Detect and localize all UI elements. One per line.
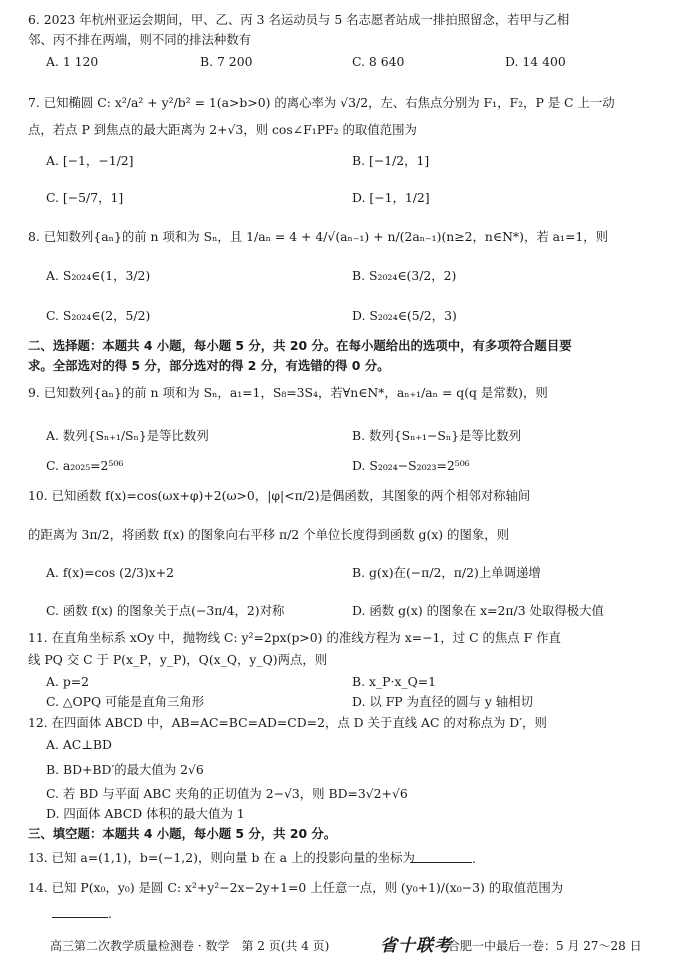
- question-line-q11-l2: 线 PQ 交 C 于 P(x_P，y_P)，Q(x_Q，y_Q)两点，则: [28, 652, 328, 667]
- question-line-q9-l1: 9. 已知数列{aₙ}的前 n 项和为 Sₙ，a₁=1，S₈=3S₄，若∀n∈N*，aₙ₊₁/aₙ = q(q 是常数)，则: [28, 385, 548, 400]
- option-q6-b[interactable]: B. 7 200: [200, 54, 253, 69]
- option-q11-c[interactable]: C. △OPQ 可能是直角三角形: [46, 694, 205, 709]
- option-q7-d[interactable]: D. [−1，1/2]: [352, 190, 430, 205]
- section-heading-sec3: 三、填空题：本题共 4 小题，每小题 5 分，共 20 分。: [28, 826, 337, 841]
- section-heading-sec2-l1: 二、选择题：本题共 4 小题，每小题 5 分，共 20 分。在每小题给出的选项中，有多项符合题目要: [28, 338, 572, 353]
- option-q7-b[interactable]: B. [−1/2，1]: [352, 153, 430, 168]
- question-line-q10-l1: 10. 已知函数 f(x)=cos(ωx+φ)+2(ω>0，|φ|<π/2)是偶函数，其图象的两个相邻对称轴间: [28, 488, 531, 503]
- question-line-q7-l1: 7. 已知椭圆 C: x²/a² + y²/b² = 1(a>b>0) 的离心率为 √3/2，左、右焦点分别为 F₁，F₂，P 是 C 上一动: [28, 95, 615, 110]
- section-heading-sec2-l2: 求。全部选对的得 5 分，部分选对的得 2 分，有选错的得 0 分。: [28, 358, 390, 373]
- question-line-q10-l2: 的距离为 3π/2，将函数 f(x) 的图象向右平移 π/2 个单位长度得到函数 g(x) 的图象，则: [28, 527, 510, 542]
- option-q12-b[interactable]: B. BD+BD′的最大值为 2√6: [46, 762, 204, 777]
- option-q12-a[interactable]: A. AC⊥BD: [46, 737, 112, 752]
- q14-answer-blank[interactable]: [52, 905, 108, 918]
- q13-period: .: [472, 851, 476, 866]
- option-q8-b[interactable]: B. S₂₀₂₄∈(3/2，2): [352, 268, 457, 283]
- option-q11-a[interactable]: A. p=2: [46, 674, 90, 689]
- question-line-q11-l1: 11. 在直角坐标系 xOy 中，抛物线 C: y²=2px(p>0) 的准线方程为 x=−1，过 C 的焦点 F 作直: [28, 630, 561, 645]
- option-q10-a[interactable]: A. f(x)=cos (2/3)x+2: [46, 565, 175, 580]
- option-q10-d[interactable]: D. 函数 g(x) 的图象在 x=2π/3 处取得极大值: [352, 603, 604, 618]
- question-line-q6-l1: 6. 2023 年杭州亚运会期间，甲、乙、丙 3 名运动员与 5 名志愿者站成一排拍照留念，若甲与乙相: [28, 12, 570, 27]
- option-q10-b[interactable]: B. g(x)在(−π/2，π/2)上单调递增: [352, 565, 541, 580]
- option-q11-d[interactable]: D. 以 FP 为直径的圆与 y 轴相切: [352, 694, 533, 709]
- option-q6-c[interactable]: C. 8 640: [352, 54, 405, 69]
- question-line-q6-l2: 邻、丙不排在两端，则不同的排法种数有: [28, 32, 252, 47]
- question-line-q13-l1: 13. 已知 a=(1,1)，b=(−1,2)，则向量 b 在 a 上的投影向量的坐标为: [28, 850, 415, 865]
- footer-left-text: 高三第二次教学质量检测卷 · 数学 第 2 页(共 4 页): [50, 939, 330, 953]
- option-q12-d[interactable]: D. 四面体 ABCD 体积的最大值为 1: [46, 806, 245, 821]
- question-line-q14-l1: 14. 已知 P(x₀，y₀) 是圆 C: x²+y²−2x−2y+1=0 上任意一点，则 (y₀+1)/(x₀−3) 的取值范围为: [28, 880, 564, 895]
- question-line-q12-l1: 12. 在四面体 ABCD 中，AB=AC=BC=AD=CD=2，点 D 关于直线 AC 的对称点为 D′，则: [28, 715, 547, 730]
- option-q10-c[interactable]: C. 函数 f(x) 的图象关于点(−3π/4，2)对称: [46, 603, 285, 618]
- option-q11-b[interactable]: B. x_P·x_Q=1: [352, 674, 437, 689]
- q13-answer-blank-area: [410, 850, 476, 867]
- option-q9-d[interactable]: D. S₂₀₂₄−S₂₀₂₃=2⁵⁰⁶: [352, 458, 470, 473]
- option-q9-b[interactable]: B. 数列{Sₙ₊₁−Sₙ}是等比数列: [352, 428, 522, 443]
- option-q8-d[interactable]: D. S₂₀₂₄∈(5/2，3): [352, 308, 457, 323]
- page-footer-right: [448, 937, 668, 954]
- q14-period: .: [108, 906, 112, 921]
- q13-answer-blank[interactable]: [410, 850, 472, 863]
- question-line-q7-l2: 点，若点 P 到焦点的最大距离为 2+√3，则 cos∠F₁PF₂ 的取值范围为: [28, 122, 417, 137]
- exam-brand-stamp: 省十联考: [380, 936, 452, 956]
- option-q8-c[interactable]: C. S₂₀₂₄∈(2，5/2): [46, 308, 151, 323]
- option-q7-a[interactable]: A. [−1，−1/2]: [46, 153, 134, 168]
- option-q6-d[interactable]: D. 14 400: [505, 54, 566, 69]
- question-line-q8-l1: 8. 已知数列{aₙ}的前 n 项和为 Sₙ，且 1/aₙ = 4 + 4/√(aₙ₋₁) + n/(2aₙ₋₁)(n≥2，n∈N*)，若 a₁=1，则: [28, 229, 609, 244]
- option-q12-c[interactable]: C. 若 BD 与平面 ABC 夹角的正切值为 2−√3，则 BD=3√2+√6: [46, 786, 408, 801]
- option-q9-a[interactable]: A. 数列{Sₙ₊₁/Sₙ}是等比数列: [46, 428, 209, 443]
- option-q9-c[interactable]: C. a₂₀₂₅=2⁵⁰⁶: [46, 458, 124, 473]
- option-q8-a[interactable]: A. S₂₀₂₄∈(1，3/2): [46, 268, 151, 283]
- option-q6-a[interactable]: A. 1 120: [46, 54, 99, 69]
- footer-right-text: 合肥一中最后一卷：5 月 27～28 日: [448, 939, 642, 953]
- option-q7-c[interactable]: C. [−5/7，1]: [46, 190, 124, 205]
- q14-answer-blank-area: [52, 905, 112, 922]
